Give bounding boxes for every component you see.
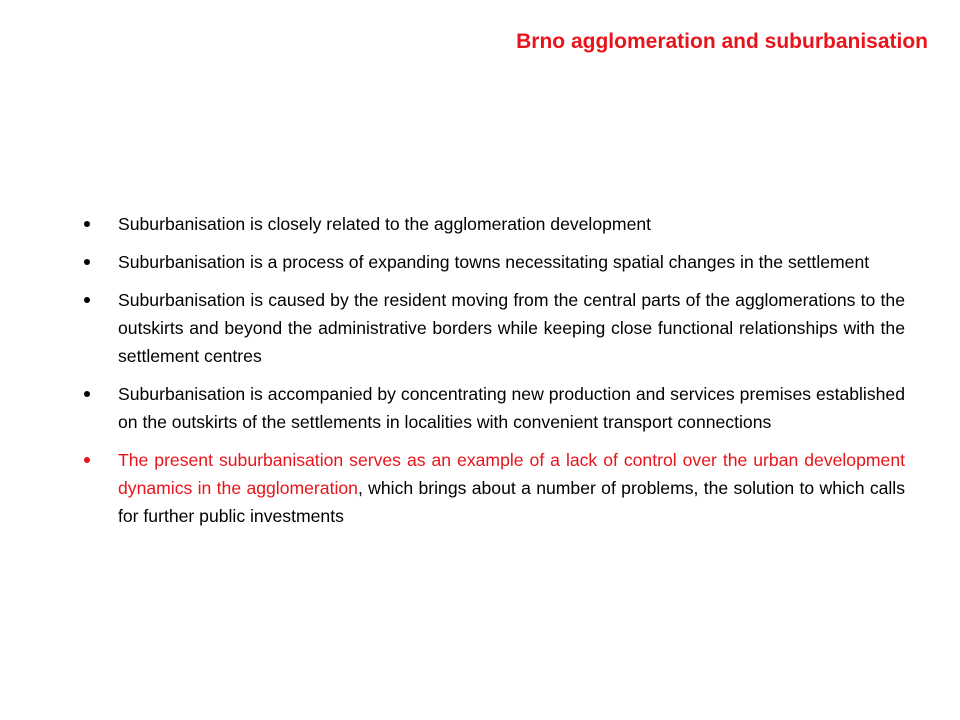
bullet-item (80, 248, 905, 276)
bullet-text: Suburbanisation is a process of expanding towns necessitating spatial changes in the settlement (118, 252, 870, 272)
bullet-item (80, 286, 905, 370)
bullet-text: Suburbanisation is caused by the resident moving from the central parts of the agglomerations to the outskirts and beyond the administrative borders while keeping close functional relationships with the settlement centres (118, 290, 905, 366)
bullet-highlight-text: The present suburbanisation serves as an example of a lack of control over the urban development dynamics in the agglomeration (118, 450, 905, 498)
bullet-text: Suburbanisation is accompanied by concentrating new production and services premises established on the outskirts of the settlements in localities with convenient transport connections (118, 384, 905, 432)
bullet-text: Suburbanisation is closely related to the agglomeration development (118, 214, 652, 234)
bullet-list (80, 210, 905, 540)
bullet-point-icon (84, 297, 90, 303)
bullet-item-highlighted (80, 446, 905, 530)
bullet-item (80, 380, 905, 436)
bullet-point-icon (84, 259, 90, 265)
bullet-text: , which brings about a number of problems, the solution to which calls for further public investments (118, 478, 906, 526)
bullet-point-icon (84, 221, 90, 227)
bullet-point-icon (84, 391, 90, 397)
slide-title: Brno agglomeration and suburbanisation (516, 30, 928, 53)
bullet-point-icon (84, 457, 90, 463)
bullet-item (80, 210, 905, 238)
